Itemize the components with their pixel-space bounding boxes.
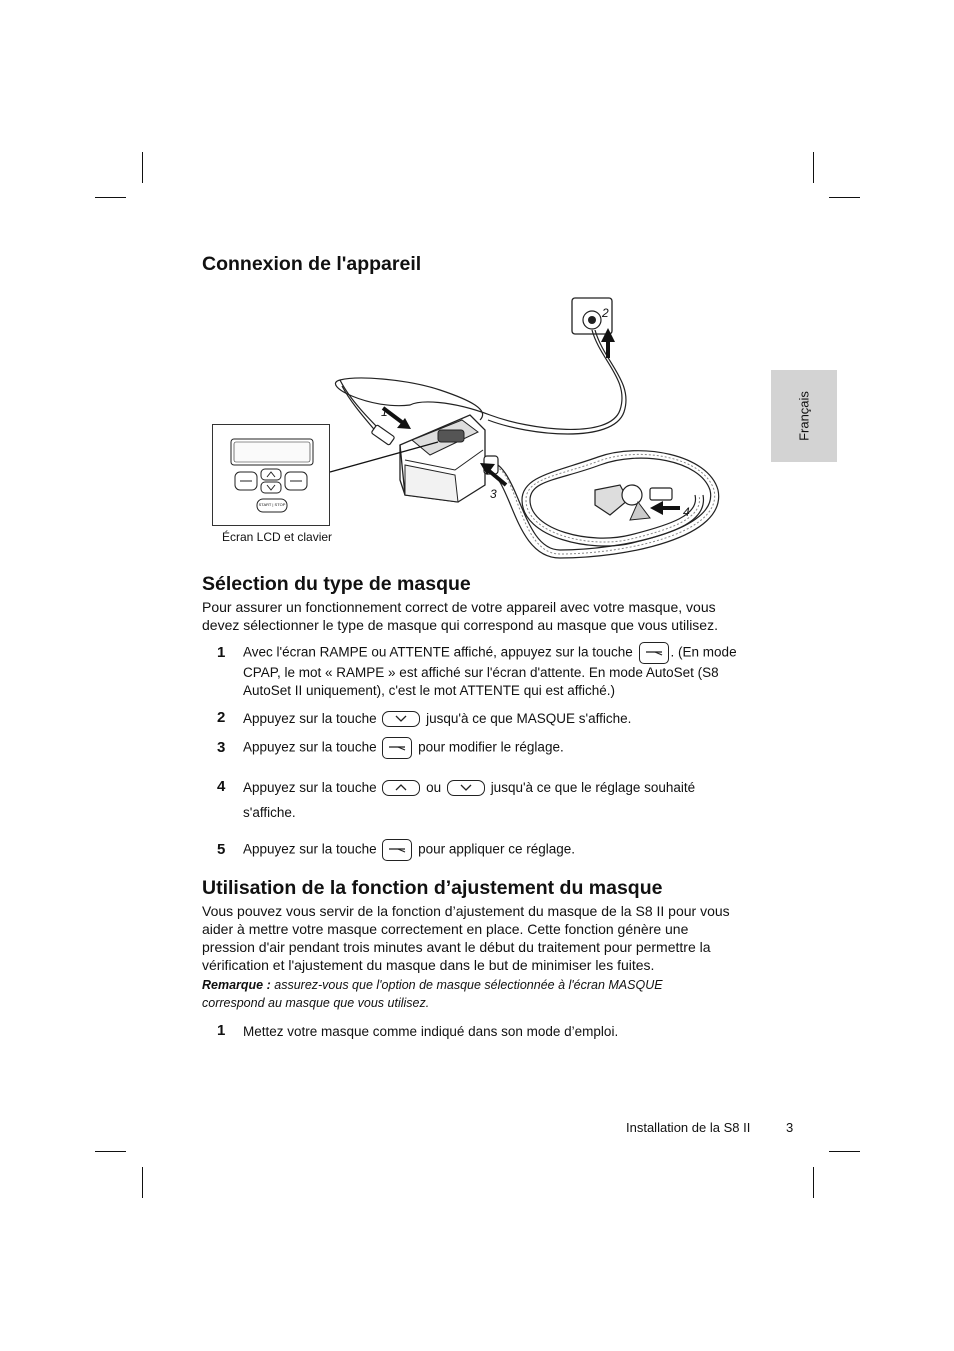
note-label: Remarque : xyxy=(202,978,271,992)
step-text: Appuyez sur la touche xyxy=(243,780,377,795)
callout-2: 2 xyxy=(602,306,609,320)
step-number: 5 xyxy=(217,841,226,858)
down-key-icon xyxy=(382,711,420,727)
step-3 xyxy=(243,737,564,759)
step-number: 2 xyxy=(217,709,226,726)
crop-mark xyxy=(813,152,814,183)
connection-figure xyxy=(200,290,760,570)
step-2 xyxy=(243,710,631,728)
step-text: pour appliquer ce réglage. xyxy=(418,841,575,857)
step-text: jusqu'à ce que MASQUE s'affiche. xyxy=(426,711,632,726)
ajustement-intro xyxy=(202,902,730,974)
figure-caption: Écran LCD et clavier xyxy=(222,530,333,544)
step-text: AutoSet II uniquement), c'est le mot ATTENTE qui est affiché.) xyxy=(243,683,615,698)
left-soft-key-icon xyxy=(382,737,412,759)
page-number: 3 xyxy=(786,1120,794,1135)
note-text: correspond au masque que vous utilisez. xyxy=(202,995,430,1010)
language-tab xyxy=(771,370,837,462)
step-text: pour modifier le réglage. xyxy=(418,739,564,755)
language-tab-label: Français xyxy=(796,391,812,441)
step-number: 4 xyxy=(217,778,226,795)
step-text: Avec l'écran RAMPE ou ATTENTE affiché, appuyez sur la touche xyxy=(243,644,633,660)
down-key-icon xyxy=(447,780,485,796)
step-text: s'affiche. xyxy=(243,805,296,820)
step-number: 1 xyxy=(217,1022,226,1039)
step-text: CPAP, le mot « RAMPE » est affiché sur l'écran d'attente. En mode AutoSet (S8 xyxy=(243,665,719,680)
section-title-connexion: Connexion de l'appareil xyxy=(202,253,422,275)
note-text: assurez-vous que l'option de masque sélectionnée à l'écran MASQUE xyxy=(270,978,663,992)
step-number: 1 xyxy=(217,644,226,661)
selection-intro xyxy=(202,598,718,634)
start-stop-label: START | STOP xyxy=(258,502,286,507)
lcd-inset xyxy=(212,424,330,526)
left-soft-key-icon xyxy=(382,839,412,861)
crop-mark xyxy=(829,1151,860,1152)
section-title-selection: Sélection du type de masque xyxy=(202,573,471,595)
crop-mark xyxy=(813,1167,814,1198)
text-line: devez sélectionner le type de masque qui correspond au masque que vous utilisez. xyxy=(202,617,718,633)
step-text: Appuyez sur la touche xyxy=(243,739,377,755)
crop-mark xyxy=(829,197,860,198)
crop-mark xyxy=(142,1167,143,1198)
callout-4: 4 xyxy=(683,505,690,519)
up-key-icon xyxy=(382,780,420,796)
text-line: vérification et l'ajustement du masque dans le but de minimiser les fuites. xyxy=(202,957,655,973)
lcd-keypad-drawing xyxy=(213,425,329,525)
callout-3: 3 xyxy=(490,487,497,501)
step-text: . (En mode xyxy=(670,644,737,660)
step-1 xyxy=(243,642,753,700)
step-number: 3 xyxy=(217,739,226,756)
left-soft-key-icon xyxy=(639,642,669,664)
step-4 xyxy=(243,779,695,797)
crop-mark xyxy=(142,152,143,183)
text-line: pression d'air pendant trois minutes avant le début du traitement pour permettre la xyxy=(202,939,711,955)
step-text: jusqu'à ce que le réglage souhaité xyxy=(490,780,696,795)
note xyxy=(202,977,663,1012)
text-line: Vous pouvez vous servir de la fonction d’ajustement du masque de la S8 II pour vous xyxy=(202,903,730,919)
footer-title: Installation de la S8 II xyxy=(626,1120,751,1135)
section-title-ajustement: Utilisation de la fonction d’ajustement du masque xyxy=(202,877,663,899)
step-text: Mettez votre masque comme indiqué dans son mode d’emploi. xyxy=(243,1024,619,1039)
step-text: Appuyez sur la touche xyxy=(243,711,377,726)
callout-1: 1 xyxy=(381,405,388,419)
crop-mark xyxy=(95,1151,126,1152)
step-text: ou xyxy=(426,780,442,795)
step-text: Appuyez sur la touche xyxy=(243,841,377,857)
text-line: Pour assurer un fonctionnement correct de votre appareil avec votre masque, vous xyxy=(202,599,716,615)
step-5 xyxy=(243,839,575,861)
text-line: aider à mettre votre masque correctement en place. Cette fonction génère une xyxy=(202,921,689,937)
crop-mark xyxy=(95,197,126,198)
